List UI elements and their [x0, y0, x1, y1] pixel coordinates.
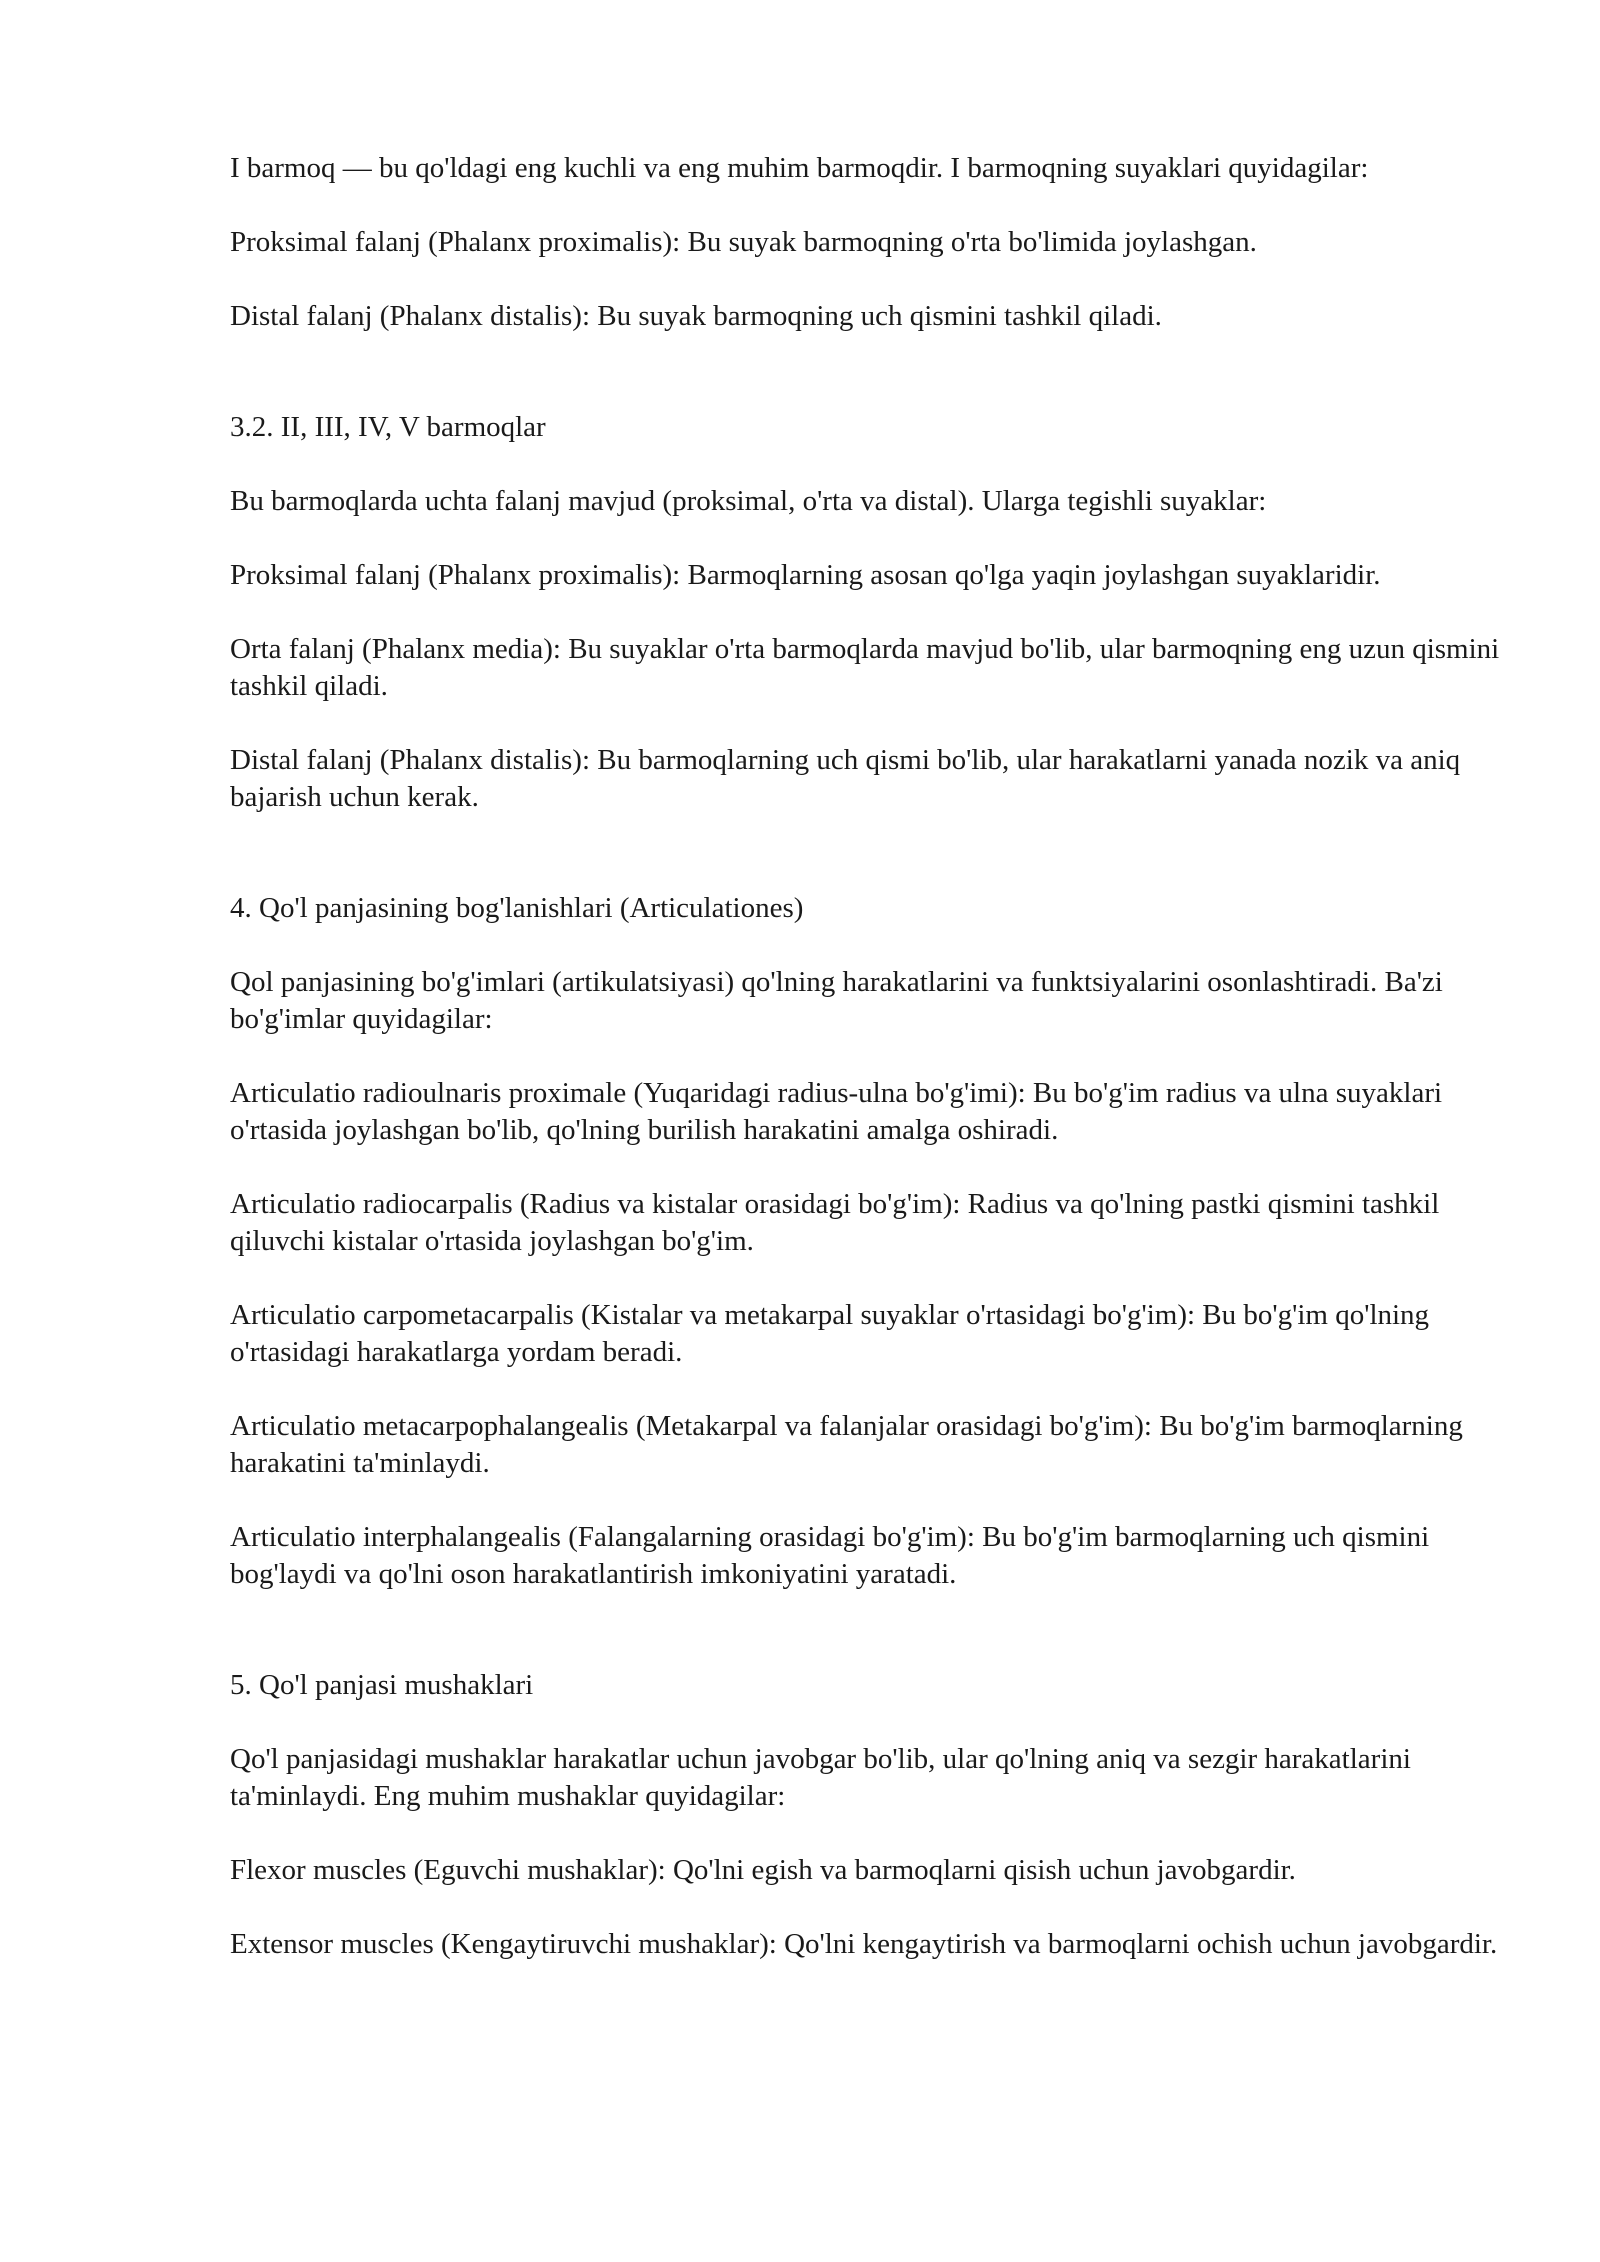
paragraph-fingers-middle-phalanx: Orta falanj (Phalanx media): Bu suyaklar o'rta barmoqlarda mavjud bo'lib, ular barmoqning eng uzun qismini tashkil qiladi. — [230, 633, 1500, 702]
paragraph-flexor-muscles: Flexor muscles (Eguvchi mushaklar): Qo'lni egish va barmoqlarni qisish uchun javobgardir. — [230, 1854, 1296, 1886]
paragraph-articulatio-interphalangealis: Articulatio interphalangealis (Falangalarning orasidagi bo'g'im): Bu bo'g'im barmoqlarning uch qismini bog'laydi va qo'lni oson harakatlantirish imkoniyatini yaratadi. — [230, 1521, 1430, 1590]
paragraph-fingers-proximal-phalanx: Proksimal falanj (Phalanx proximalis): Barmoqlarning asosan qo'lga yaqin joylashgan suyaklaridir. — [230, 559, 1381, 591]
paragraph-articulatio-metacarpophalangealis: Articulatio metacarpophalangealis (Metakarpal va falanjalar orasidagi bo'g'im): Bu bo'g'im barmoqlarning harakatini ta'minlaydi. — [230, 1410, 1463, 1479]
paragraph-articulatio-carpometacarpalis: Articulatio carpometacarpalis (Kistalar va metakarpal suyaklar o'rtasidagi bo'g'im): Bu bo'g'im qo'lning o'rtasidagi harakatlarga yordam beradi. — [230, 1299, 1430, 1368]
paragraph-articulatio-radioulnaris: Articulatio radioulnaris proximale (Yuqaridagi radius-ulna bo'g'imi): Bu bo'g'im radius va ulna suyaklari o'rtasida joylashgan bo'lib, qo'lning burilish harakatini amalga oshiradi. — [230, 1077, 1443, 1146]
section-heading-muscles: 5. Qo'l panjasi mushaklari — [230, 1669, 534, 1701]
section-heading-articulations: 4. Qo'l panjasining bog'lanishlari (Articulationes) — [230, 892, 804, 924]
paragraph-muscles-intro: Qo'l panjasidagi mushaklar harakatlar uchun javobgar bo'lib, ular qo'lning aniq va sezgir harakatlarini ta'minlaydi. Eng muhim mushaklar quyidagilar: — [230, 1743, 1411, 1812]
paragraph-thumb-intro: I barmoq — bu qo'ldagi eng kuchli va eng muhim barmoqdir. I barmoqning suyaklari quyidagilar: — [230, 152, 1369, 184]
paragraph-extensor-muscles: Extensor muscles (Kengaytiruvchi mushaklar): Qo'lni kengaytirish va barmoqlarni ochish uchun javobgardir. — [230, 1928, 1498, 1960]
paragraph-thumb-distal-phalanx: Distal falanj (Phalanx distalis): Bu suyak barmoqning uch qismini tashkil qiladi. — [230, 300, 1162, 332]
paragraph-thumb-proximal-phalanx: Proksimal falanj (Phalanx proximalis): Bu suyak barmoqning o'rta bo'limida joylashgan. — [230, 226, 1257, 258]
paragraph-articulatio-radiocarpalis: Articulatio radiocarpalis (Radius va kistalar orasidagi bo'g'im): Radius va qo'lning pastki qismini tashkil qiluvchi kistalar o'rtasida joylashgan bo'g'im. — [230, 1188, 1440, 1257]
document-page — [230, 150, 1500, 2000]
paragraph-articulations-intro: Qol panjasining bo'g'imlari (artikulatsiyasi) qo'lning harakatlarini va funktsiyalarini osonlashtiradi. Ba'zi bo'g'imlar quyidagilar: — [230, 966, 1443, 1035]
paragraph-fingers-distal-phalanx: Distal falanj (Phalanx distalis): Bu barmoqlarning uch qismi bo'lib, ular harakatlarni yanada nozik va aniq bajarish uchun kerak. — [230, 744, 1461, 813]
paragraph-fingers-intro: Bu barmoqlarda uchta falanj mavjud (proksimal, o'rta va distal). Ularga tegishli suyaklar: — [230, 485, 1267, 517]
section-heading-fingers: 3.2. II, III, IV, V barmoqlar — [230, 411, 546, 443]
